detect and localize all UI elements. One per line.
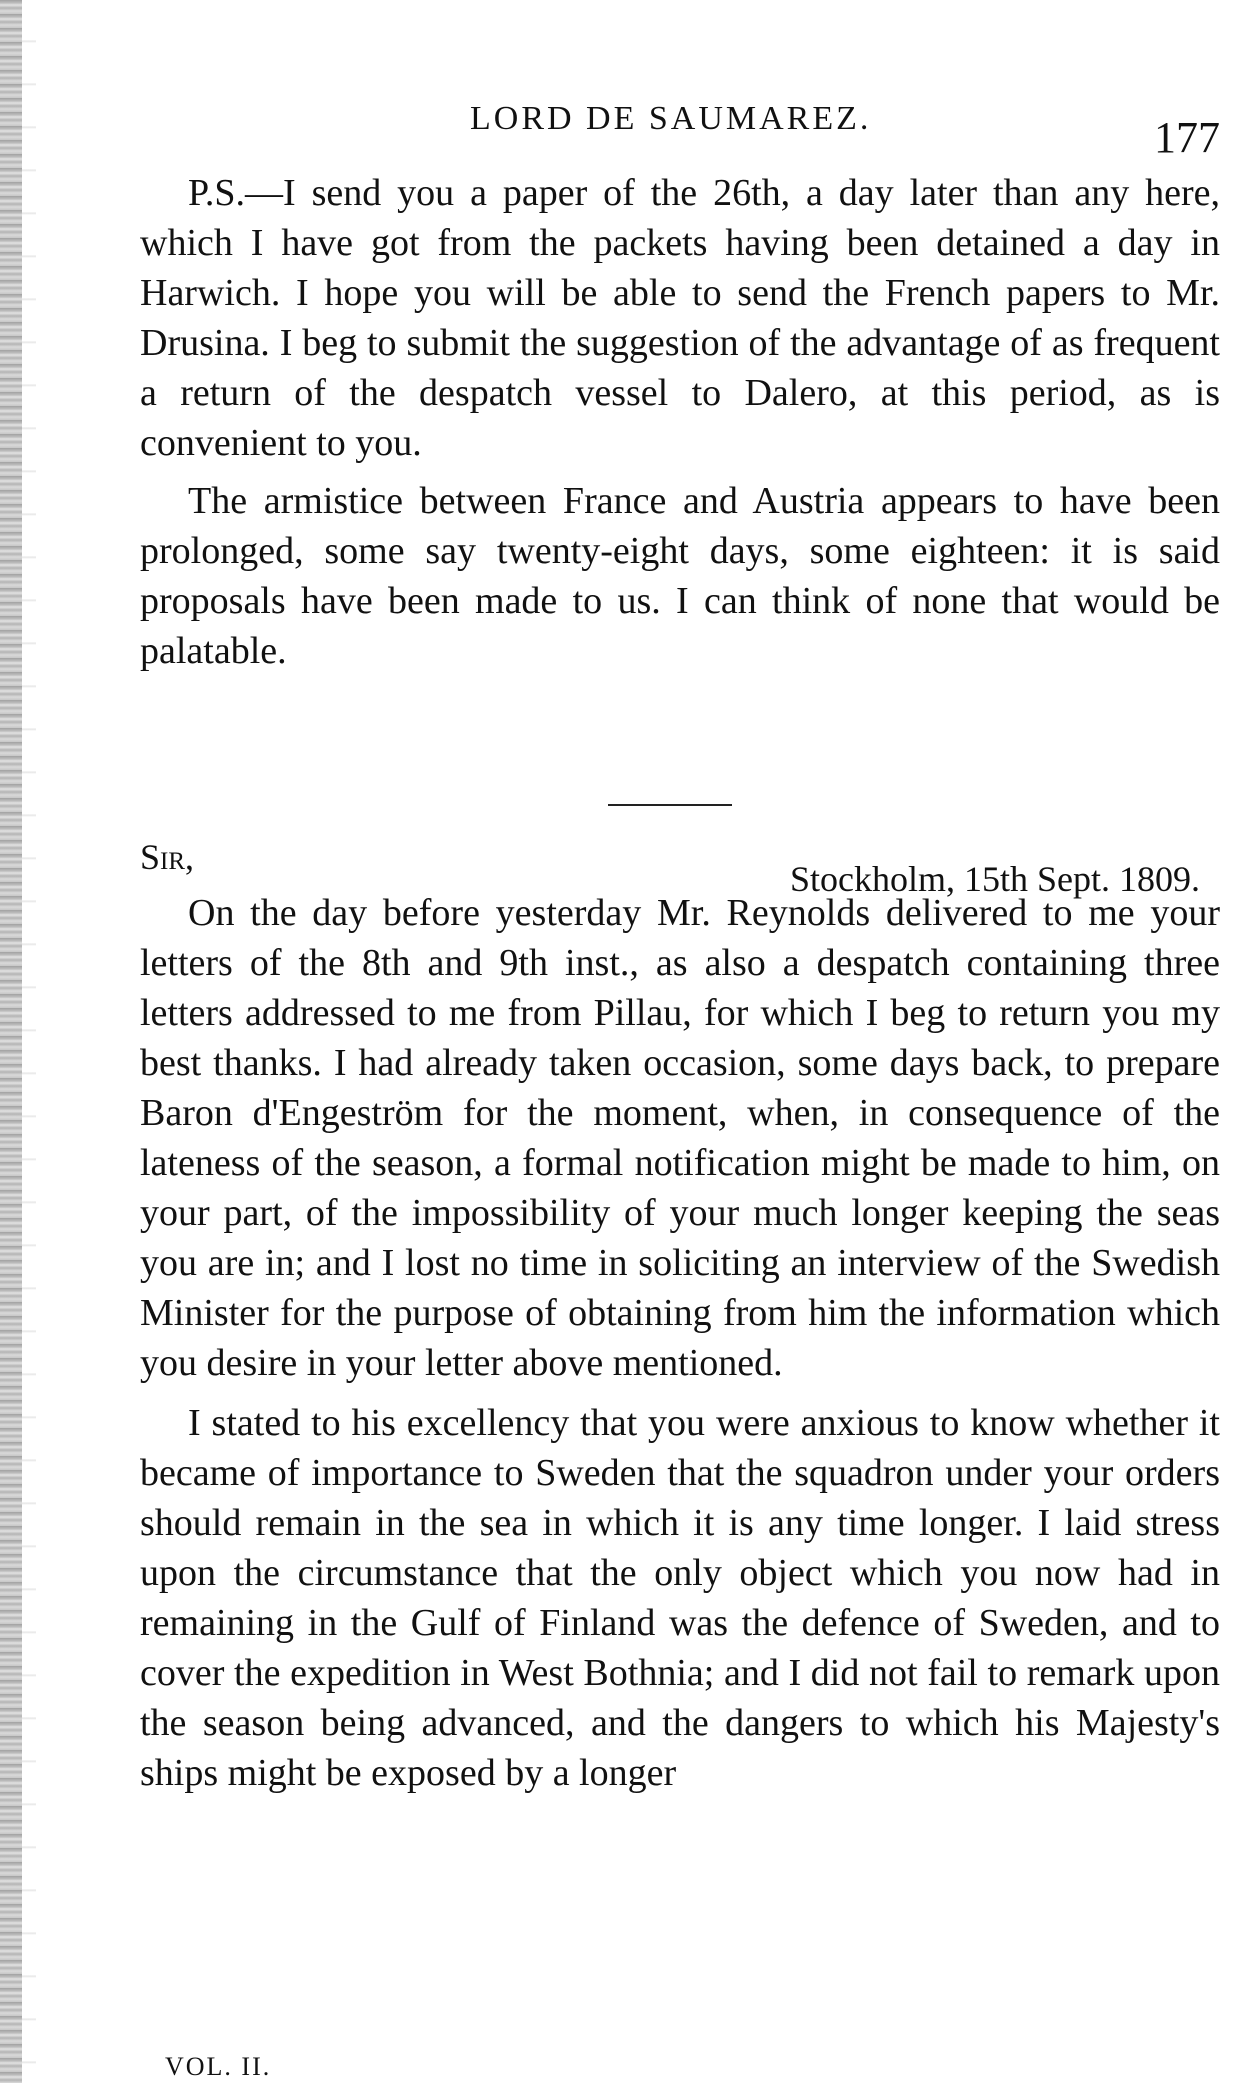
section-divider: [608, 804, 732, 806]
salutation: Sir,: [140, 837, 195, 877]
running-head: [140, 100, 1220, 162]
postscript-paragraph-1: P.S.—I send you a paper of the 26th, a day later than any here, which I have got from the packets having been detained a day in Harwich. I hope you will be able to send the French papers to Mr. Drusina. I beg to submit the suggestion of the advantage of as frequent a return of the despatch vessel to Dalero, at this period, as is convenient to you.: [140, 172, 1220, 464]
page-number: 177: [1154, 113, 1220, 162]
page-edge-shadow: [0, 0, 22, 2083]
letter-body: [140, 888, 1220, 1798]
page-edge-specks: [22, 0, 36, 2083]
dateline: Stockholm, 15th Sept. 1809.: [789, 859, 1200, 899]
letter-heading: [140, 836, 1220, 899]
letter-paragraph-1: On the day before yesterday Mr. Reynolds delivered to me your letters of the 8th and 9th inst., as also a despatch containing three letters addressed to me from Pillau, for which I beg to return you my best thanks. I had already taken occasion, some days back, to prepare Baron d'Engeström for the moment, when, in consequence of the lateness of the season, a formal notification might be made to him, on your part, of the impossibility of your much longer keeping the seas you are in; and I lost no time in soliciting an interview of the Swedish Minister for the purpose of obtaining from him the information which you desire in your letter above mentioned.: [140, 892, 1220, 1384]
volume-signature: VOL. II.: [165, 2052, 272, 2081]
letter-paragraph-2: I stated to his excellency that you were anxious to know whether it became of importance to Sweden that the squadron under your orders should remain in the sea in which it is any time longer. I laid stress upon the circumstance that the only object which you now had in remaining in the Gulf of Finland was the defence of Sweden, and to cover the expedition in West Bothnia; and I did not fail to remark upon the season being advanced, and the dangers to which his Majesty's ships might be exposed by a longer: [140, 1402, 1220, 1794]
postscript-block: [140, 168, 1220, 676]
running-title: LORD DE SAUMAREZ.: [470, 100, 872, 137]
postscript-paragraph-2: The armistice between France and Austria appears to have been prolonged, some say twenty-eight days, some eighteen: it is said proposals have been made to us. I can think of none that would be palatable.: [140, 480, 1220, 672]
